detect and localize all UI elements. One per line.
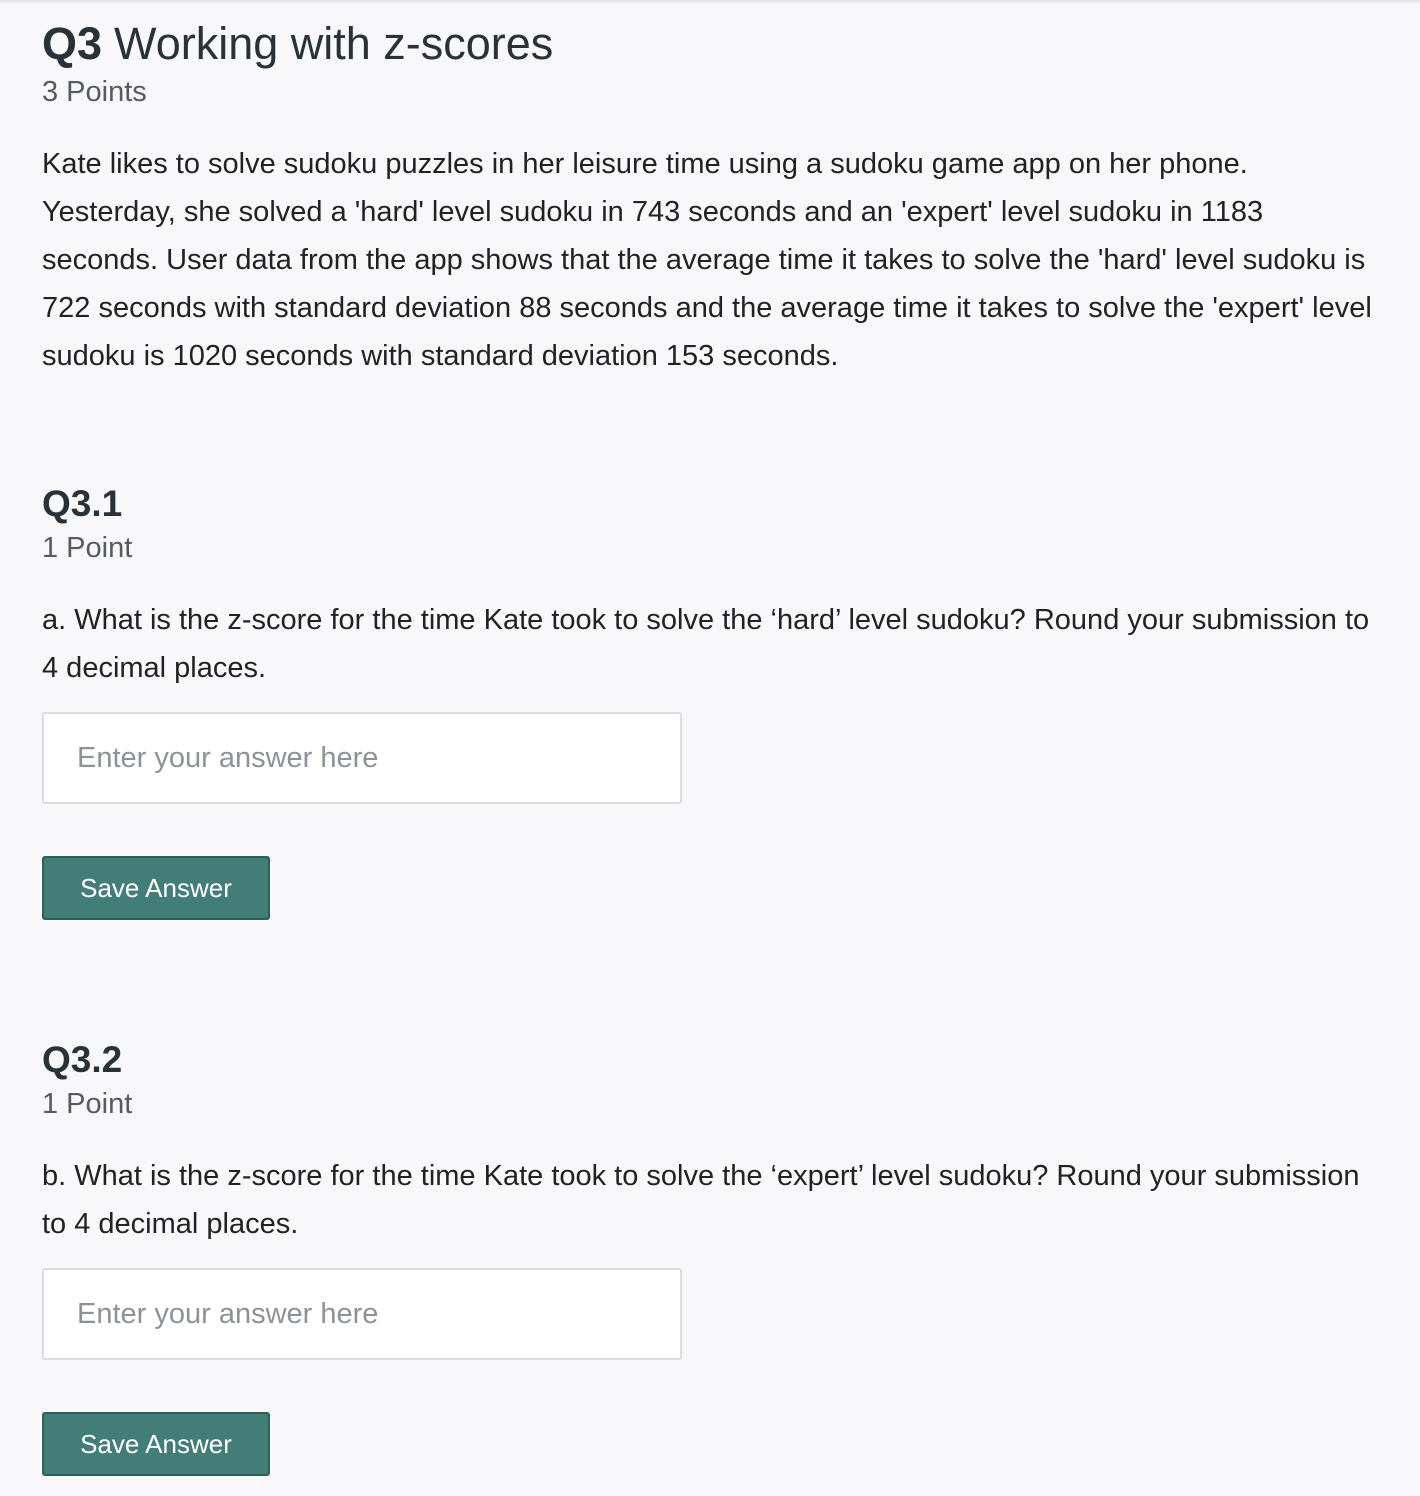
subquestion-q3-2 xyxy=(42,1038,1372,1478)
subquestion-q3-1 xyxy=(42,482,1372,922)
answer-input[interactable] xyxy=(42,1268,682,1360)
question-body-container xyxy=(42,140,1372,380)
subquestion-prompt: a. What is the z-score for the time Kate took to solve the ‘hard’ level sudoku? Round your submission to 4 decimal places. xyxy=(42,604,1370,684)
question-title-text: Working with z-scores xyxy=(114,18,554,69)
question-number: Q3 xyxy=(42,18,103,69)
subquestion-points: 1 Point xyxy=(42,532,133,564)
question-q3 xyxy=(42,18,1372,110)
answer-input[interactable] xyxy=(42,712,682,804)
question-title xyxy=(42,18,1372,70)
save-answer-button[interactable]: Save Answer xyxy=(42,856,270,920)
subquestion-number: Q3.1 xyxy=(42,483,123,524)
subquestion-prompt: b. What is the z-score for the time Kate took to solve the ‘expert’ level sudoku? Round your submission to 4 decimal places. xyxy=(42,1160,1360,1240)
save-answer-button[interactable]: Save Answer xyxy=(42,1412,270,1476)
subquestion-number: Q3.2 xyxy=(42,1039,123,1080)
question-points: 3 Points xyxy=(42,76,147,108)
top-shadow xyxy=(0,0,1420,4)
subquestion-points: 1 Point xyxy=(42,1088,133,1120)
question-body: Kate likes to solve sudoku puzzles in her leisure time using a sudoku game app on her phone. Yesterday, she solved a 'hard' level sudoku in 743 seconds and an 'expert' level sudoku in 1183 seconds. User data from the app shows that the average time it takes to solve the 'hard' level sudoku is 722 seconds with standard deviation 88 seconds and the average time it takes to solve the 'expert' level sudoku is 1020 seconds with standard deviation 153 seconds. xyxy=(42,148,1372,372)
